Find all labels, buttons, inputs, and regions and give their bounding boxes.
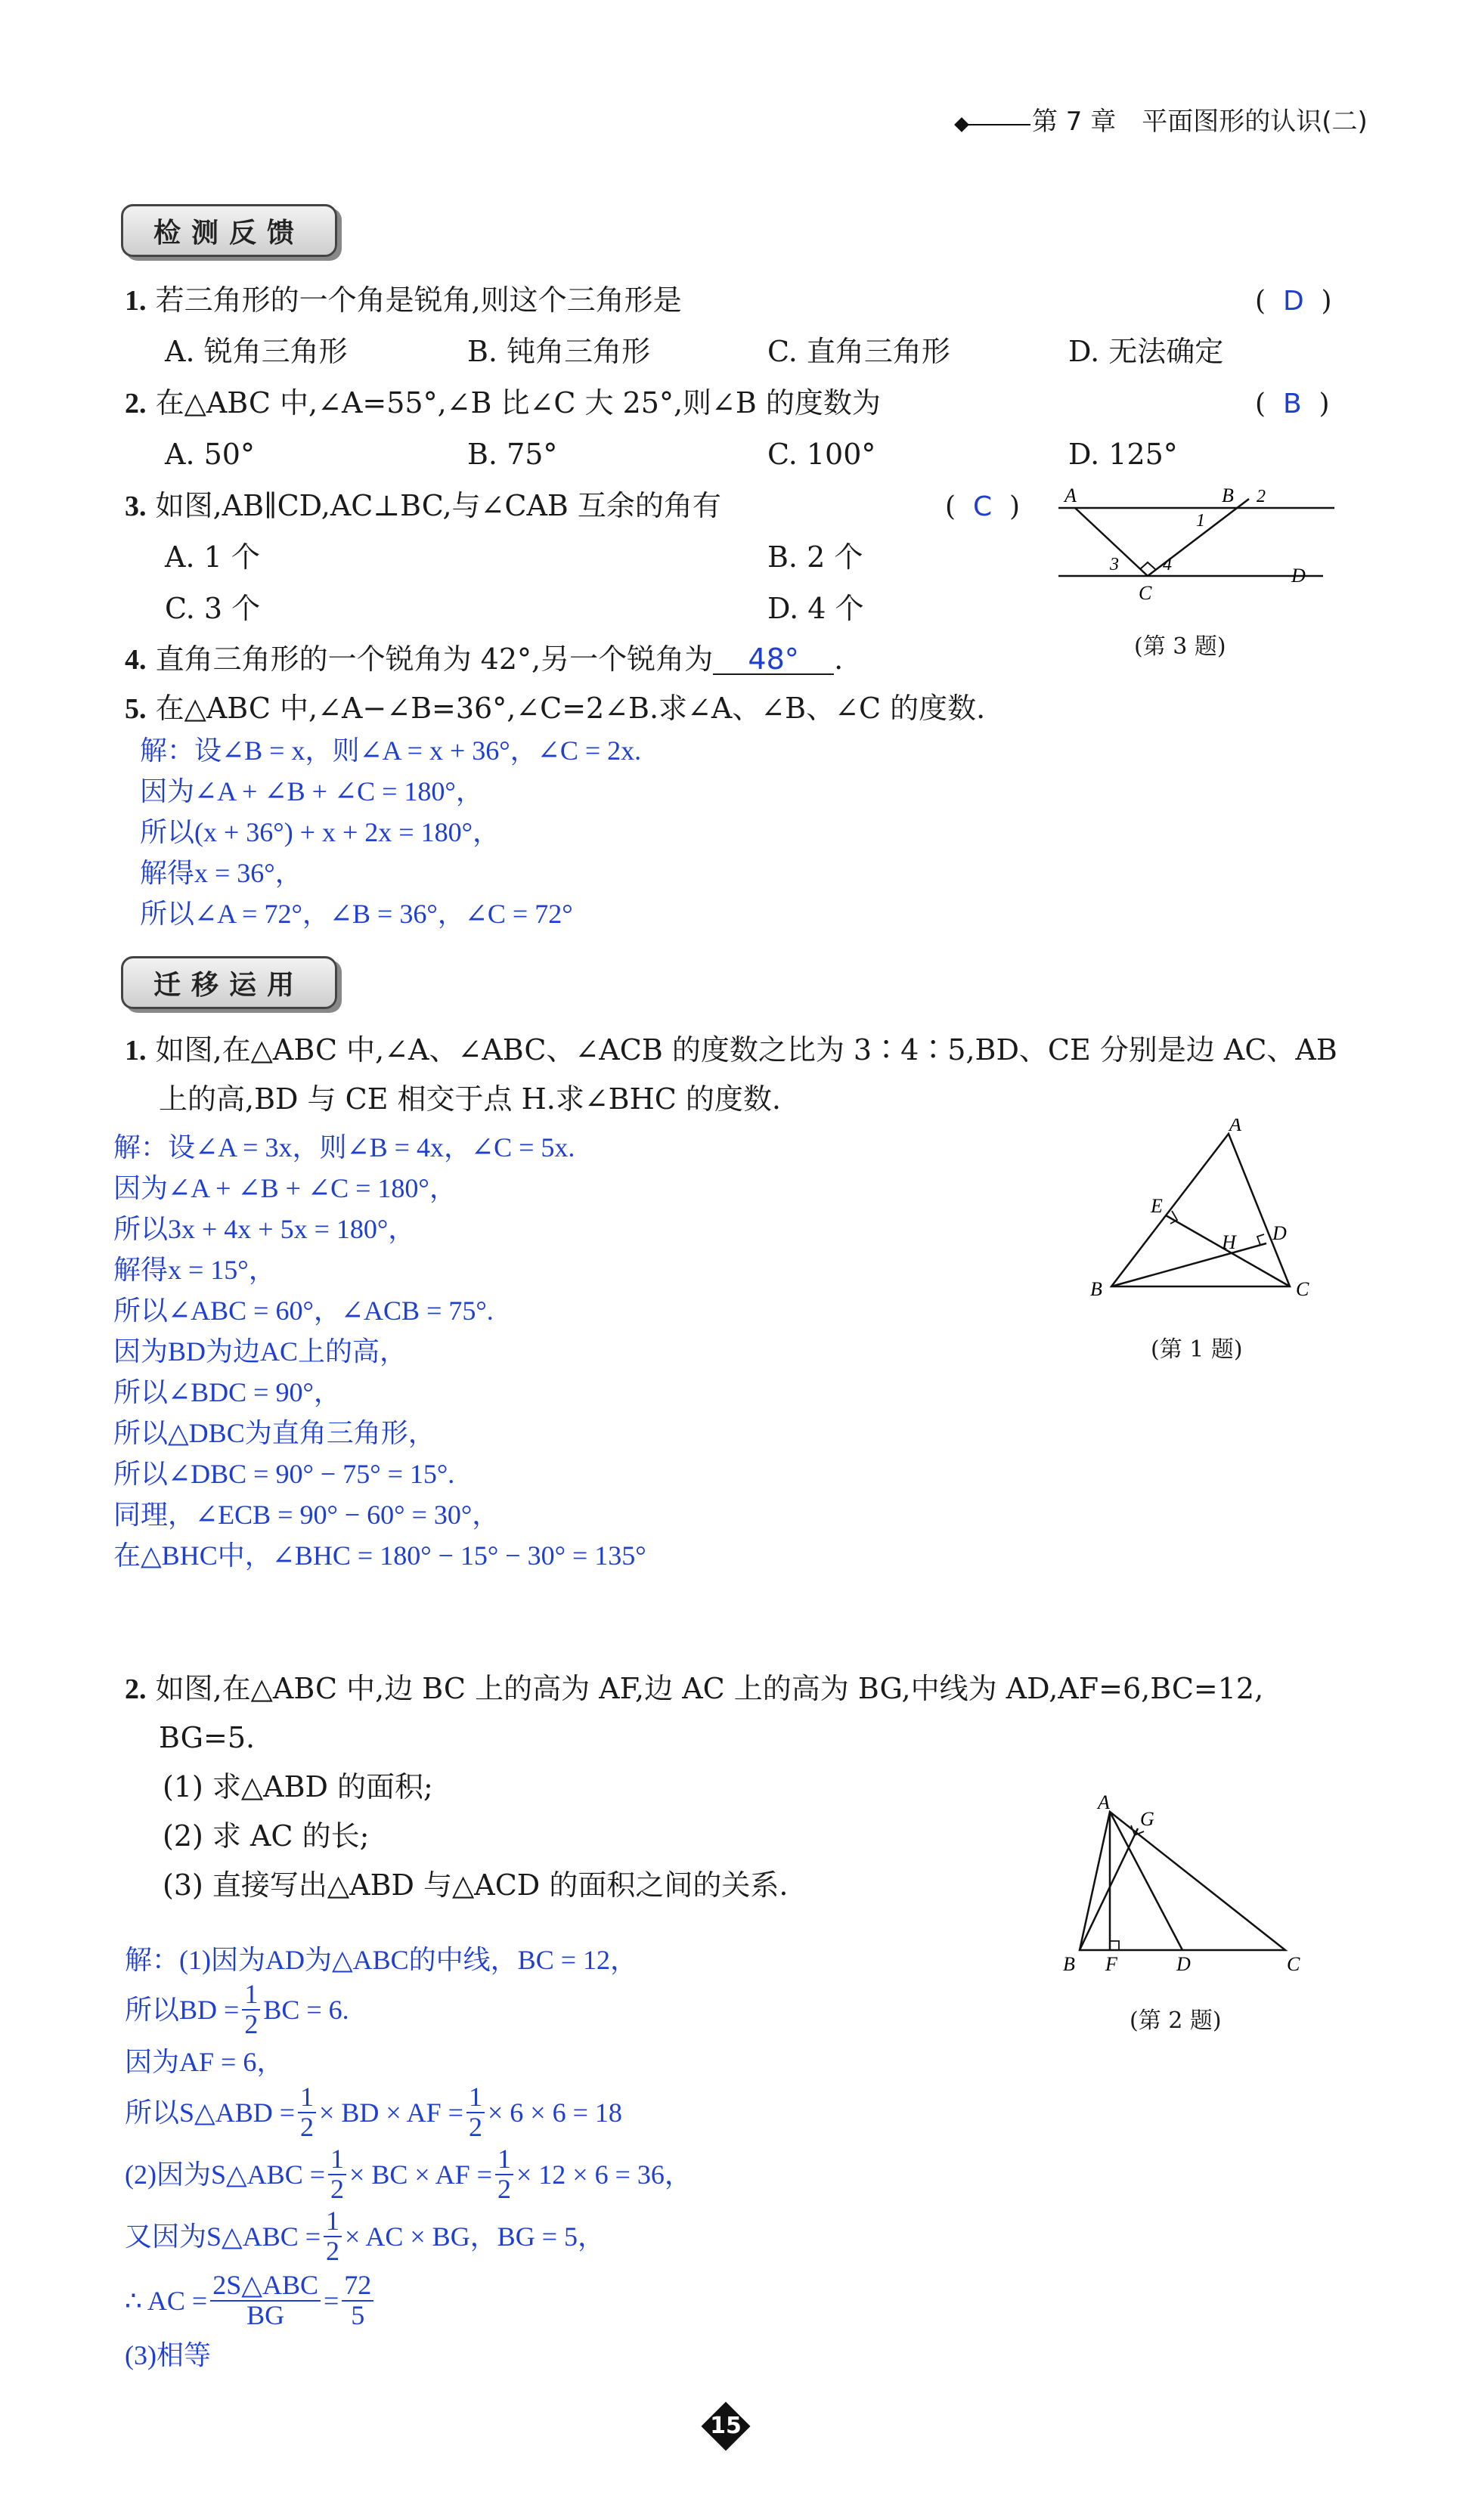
question-2	[125, 386, 881, 419]
label-e: E	[1151, 1195, 1163, 1217]
transfer-q2-part-2: (2) 求 AC 的长;	[163, 1819, 370, 1853]
answer-choice: D	[1282, 286, 1304, 317]
transfer-q2-solution-line8: (3)相等	[125, 2340, 211, 2370]
fraction-ac	[210, 2271, 321, 2330]
figure-transfer-q1	[1081, 1119, 1331, 1308]
section-title-feedback: 检测反馈	[121, 204, 337, 257]
label-d: D	[1291, 565, 1306, 587]
altitude-bg	[1080, 1828, 1138, 1950]
solution-text: 又因为S△ABC =	[125, 2221, 321, 2252]
fraction-half	[242, 1980, 260, 2039]
figure-transfer-q2	[1058, 1795, 1308, 1977]
denominator: 5	[351, 2300, 365, 2330]
solution-text: × 12 × 6 = 36，	[516, 2159, 692, 2190]
transfer-q2-solution-line6	[125, 2206, 605, 2266]
q5-solution	[140, 737, 641, 941]
page-number-badge	[702, 2402, 750, 2450]
median-ad	[1110, 1812, 1182, 1950]
question-text: 如图,AB∥CD,AC⊥BC,与∠CAB 互余的角有	[155, 489, 721, 522]
transfer-question-2	[125, 1674, 1263, 1704]
numerator: 2S△ABC	[210, 2271, 321, 2302]
answer-paren-3: ( C )	[945, 491, 1021, 522]
right-angle-mark-f	[1110, 1941, 1119, 1950]
triangle-abc	[1111, 1134, 1290, 1286]
question-5	[125, 694, 985, 723]
transfer-q2-solution-line7	[125, 2271, 377, 2331]
altitude-bd	[1111, 1243, 1266, 1286]
q1-option-c: C. 直角三角形	[767, 335, 950, 368]
q1-option-b: B. 钝角三角形	[467, 335, 651, 368]
transfer-question-1	[125, 1033, 1337, 1067]
transfer-q2-solution-line5	[125, 2144, 692, 2204]
solution-line: 所以(x + 36°) + x + 2x = 180°，	[140, 817, 500, 847]
question-3	[125, 491, 721, 521]
solution-line: 因为∠A + ∠B + ∠C = 180°，	[113, 1173, 457, 1203]
denominator: 2	[468, 2112, 482, 2142]
blank-answer: 48°	[748, 642, 799, 676]
numerator: 1	[495, 2145, 513, 2175]
solution-line: 所以∠A = 72°，∠B = 36°，∠C = 72°	[140, 899, 573, 929]
question-text: 在△ABC 中,∠A=55°,∠B 比∠C 大 25°,则∠B 的度数为	[155, 386, 881, 419]
transfer-q2-solution-line1: 解：(1)因为AD为△ABC的中线，BC = 12，	[125, 1945, 638, 1975]
question-number: 1.	[125, 1035, 147, 1067]
numerator: 1	[242, 1980, 260, 2011]
solution-line: 所以∠DBC = 90° − 75° = 15°.	[113, 1459, 455, 1489]
question-number: 2.	[125, 1673, 147, 1705]
denominator: 2	[497, 2174, 511, 2204]
chapter-header	[956, 98, 1368, 137]
transfer-question-2-line2: BG=5.	[159, 1721, 256, 1754]
numerator: 1	[466, 2083, 485, 2113]
label-a: A	[1229, 1119, 1241, 1135]
question-text-line1: 如图,在△ABC 中,∠A、∠ABC、∠ACB 的度数之比为 3∶4∶5,BD、CE 分别是边 AC、AB	[155, 1033, 1337, 1067]
page-number: 15	[710, 2413, 742, 2439]
solution-line: 在△BHC中，∠BHC = 180° − 15° − 30° = 135°	[113, 1540, 646, 1571]
numerator: 1	[324, 2207, 342, 2237]
solution-line: 解：设∠B = x，则∠A = x + 36°，∠C = 2x.	[140, 735, 642, 766]
solution-line: 所以∠BDC = 90°，	[113, 1377, 341, 1407]
question-text: 在△ABC 中,∠A−∠B=36°,∠C=2∠B.求∠A、∠B、∠C 的度数.	[155, 692, 986, 725]
q1-option-a: A. 锐角三角形	[165, 335, 348, 368]
chapter-title: 第 7 章 平面图形的认识(二)	[1032, 107, 1368, 137]
denominator: BG	[246, 2300, 285, 2330]
label-2: 2	[1257, 487, 1266, 506]
q2-option-c: C. 100°	[767, 438, 876, 471]
solution-line: 所以3x + 4x + 5x = 180°，	[113, 1214, 416, 1244]
q1-option-d: D. 无法确定	[1068, 335, 1224, 368]
solution-line: 解得x = 15°，	[113, 1255, 276, 1285]
solution-text: (2)因为S△ABC =	[125, 2159, 326, 2190]
solution-text: × BD × AF =	[319, 2097, 463, 2128]
label-b: B	[1222, 484, 1234, 506]
solution-line: 所以∠ABC = 60°，∠ACB = 75°.	[113, 1296, 494, 1326]
fraction-half	[324, 2207, 342, 2266]
q2-option-a: A. 50°	[165, 438, 255, 471]
label-4: 4	[1163, 555, 1172, 574]
label-b: B	[1090, 1278, 1102, 1300]
numerator: 1	[298, 2083, 316, 2113]
solution-line: 解：设∠A = 3x，则∠B = 4x，∠C = 5x.	[113, 1132, 575, 1162]
question-text: 若三角形的一个角是锐角,则这个三角形是	[155, 283, 682, 317]
numerator: 72	[342, 2271, 373, 2302]
numerator: 1	[328, 2145, 346, 2175]
answer-paren-2: ( B )	[1255, 389, 1330, 419]
question-number: 5.	[125, 693, 147, 725]
q2-option-b: B. 75°	[467, 438, 558, 471]
answer-paren-1: ( D )	[1255, 286, 1332, 317]
solution-text: × BC × AF =	[349, 2159, 492, 2190]
label-h: H	[1222, 1231, 1236, 1253]
figure-caption-transfer-q2: (第 2 题)	[1130, 2008, 1222, 2034]
label-3: 3	[1110, 555, 1119, 574]
label-a: A	[1098, 1795, 1110, 1813]
question-number: 3.	[125, 491, 147, 522]
fraction-half	[328, 2145, 346, 2204]
label-b: B	[1063, 1953, 1075, 1975]
label-a: A	[1064, 484, 1077, 506]
label-1: 1	[1196, 511, 1205, 531]
q3-option-a: A. 1 个	[165, 540, 260, 574]
fraction-half	[466, 2083, 485, 2142]
q2-option-d: D. 125°	[1068, 438, 1178, 471]
denominator: 2	[244, 2009, 259, 2039]
question-number: 1.	[125, 285, 147, 317]
question-number: 4.	[125, 644, 147, 676]
transfer-q2-solution-line2	[125, 1979, 349, 2039]
right-angle-mark-d	[1257, 1234, 1264, 1245]
transfer-q2-part-1: (1) 求△ABD 的面积;	[163, 1770, 433, 1803]
label-c: C	[1296, 1278, 1309, 1300]
answer-choice: C	[972, 491, 993, 522]
figure-caption-transfer-q1: (第 1 题)	[1151, 1336, 1243, 1363]
solution-line: 解得x = 36°，	[140, 858, 302, 888]
solution-text: × AC × BG，BG = 5，	[345, 2221, 605, 2252]
solution-line: 因为∠A + ∠B + ∠C = 180°，	[140, 776, 483, 806]
solution-text: 所以BD =	[125, 1995, 240, 2025]
label-c: C	[1287, 1953, 1300, 1975]
right-angle-mark	[1140, 562, 1155, 569]
fraction-result	[342, 2271, 373, 2330]
solution-line: 所以△DBC为直角三角形，	[113, 1418, 435, 1448]
question-1	[125, 283, 682, 317]
question-text: 直角三角形的一个锐角为 42°,另一个锐角为	[155, 642, 714, 676]
solution-text: ∴ AC =	[125, 2286, 208, 2316]
fraction-half	[495, 2145, 513, 2204]
solution-text: =	[323, 2286, 339, 2316]
transfer-q1-solution	[113, 1134, 646, 1583]
denominator: 2	[300, 2112, 315, 2142]
solution-text: 所以S△ABD =	[125, 2097, 296, 2128]
section-title-transfer: 迁移运用	[121, 956, 337, 1009]
figure-q3	[1058, 484, 1346, 612]
label-f: F	[1105, 1953, 1117, 1975]
answer-blank	[713, 642, 834, 676]
label-d: D	[1272, 1222, 1287, 1244]
transfer-q2-solution-line3: 因为AF = 6，	[125, 2047, 284, 2077]
transfer-q2-part-3: (3) 直接写出△ABD 与△ACD 的面积之间的关系.	[163, 1868, 789, 1902]
solution-text: × 6 × 6 = 18	[487, 2097, 622, 2128]
transfer-question-1-line2: 上的高,BD 与 CE 相交于点 H.求∠BHC 的度数.	[159, 1082, 781, 1116]
q3-option-b: B. 2 个	[767, 540, 863, 574]
solution-line: 因为BD为边AC上的高，	[113, 1336, 408, 1367]
q3-option-d: D. 4 个	[767, 592, 864, 625]
solution-text: BC = 6.	[263, 1995, 349, 2025]
denominator: 2	[330, 2174, 345, 2204]
question-number: 2.	[125, 388, 147, 419]
label-g: G	[1140, 1808, 1154, 1830]
q3-option-c: C. 3 个	[165, 592, 261, 625]
answer-choice: B	[1282, 389, 1302, 419]
denominator: 2	[326, 2236, 340, 2266]
label-d: D	[1176, 1953, 1191, 1975]
label-c: C	[1139, 582, 1152, 604]
header-rule	[962, 124, 1030, 125]
fraction-half	[298, 2083, 316, 2142]
figure-caption-q3: (第 3 题)	[1134, 633, 1226, 660]
transfer-q2-solution-line4	[125, 2082, 622, 2142]
question-text-line1: 如图,在△ABC 中,边 BC 上的高为 AF,边 AC 上的高为 BG,中线为 AD,AF=6,BC=12,	[155, 1672, 1264, 1705]
question-4: 4. 直角三角形的一个锐角为 42°,另一个锐角为 48° .	[125, 642, 844, 676]
solution-line: 同理，∠ECB = 90° − 60° = 30°，	[113, 1500, 500, 1530]
